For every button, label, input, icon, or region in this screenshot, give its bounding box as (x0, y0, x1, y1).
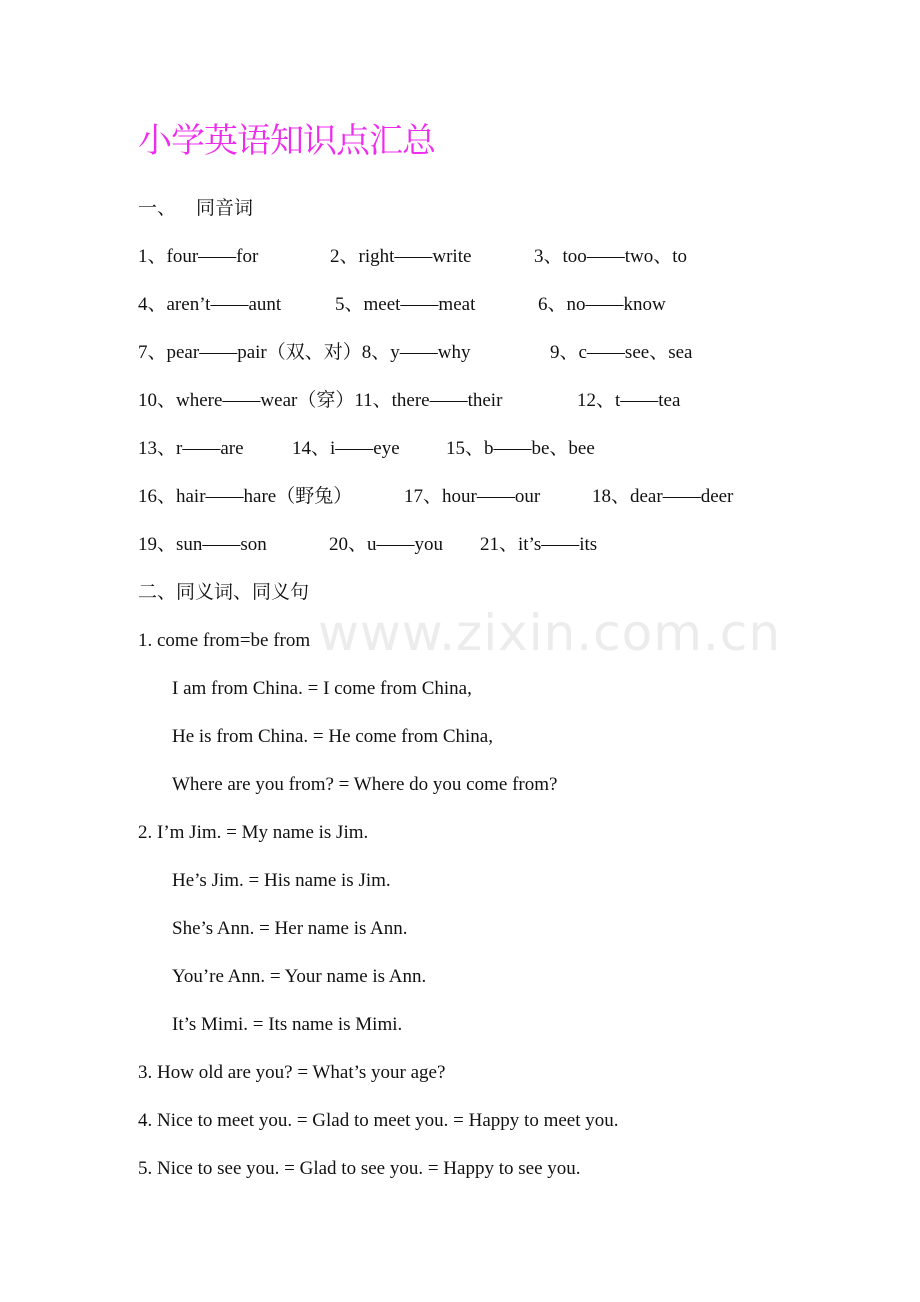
synonym-line: It’s Mimi. = Its name is Mimi. (172, 1014, 403, 1035)
homophone-item: 18、dear——deer (592, 486, 734, 507)
homophone-item: 19、sun——son (138, 534, 267, 555)
synonym-line: 2. I’m Jim. = My name is Jim. (138, 822, 369, 843)
homophone-item: 17、hour——our (404, 486, 541, 507)
homophone-item: 16、hair——hare（野兔） (138, 486, 353, 507)
homophone-item: 20、u——you (329, 534, 444, 555)
homophone-item: 4、aren’t——aunt (138, 294, 282, 315)
synonym-line: He’s Jim. = His name is Jim. (172, 870, 391, 891)
synonym-line: You’re Ann. = Your name is Ann. (172, 966, 427, 987)
homophone-item: 5、meet——meat (335, 294, 476, 315)
homophone-item: 13、r——are (138, 438, 244, 459)
synonym-line: 3. How old are you? = What’s your age? (138, 1062, 446, 1083)
homophone-item: 12、t——tea (577, 390, 681, 411)
homophone-item: 1、four——for (138, 246, 259, 267)
synonym-line: Where are you from? = Where do you come from? (172, 774, 558, 795)
homophone-item: 21、it’s——its (480, 534, 598, 555)
homophone-item: 14、i——eye (292, 438, 400, 459)
homophone-item: 10、where——wear（穿）11、there——their (138, 390, 503, 411)
homophone-item: 7、pear——pair（双、对）8、y——why (138, 342, 471, 363)
synonym-line: 4. Nice to meet you. = Glad to meet you. = Happy to meet you. (138, 1110, 619, 1131)
synonym-line: He is from China. = He come from China, (172, 726, 493, 747)
section2-heading: 二、同义词、同义句 (138, 582, 310, 603)
synonym-line: I am from China. = I come from China, (172, 678, 472, 699)
watermark: www.zixin.com.cn (318, 604, 782, 662)
homophone-item: 15、b——be、bee (446, 438, 595, 459)
section1-heading-text: 同音词 (196, 198, 254, 219)
homophone-item: 6、no——know (538, 294, 666, 315)
homophone-item: 9、c——see、sea (550, 342, 693, 363)
homophone-item: 2、right——write (330, 246, 472, 267)
synonym-line: 1. come from=be from (138, 630, 311, 651)
section1-heading-number: 一、 (138, 198, 177, 219)
document-title: 小学英语知识点汇总 (138, 121, 435, 161)
homophone-item: 3、too——two、to (534, 246, 688, 267)
synonym-line: She’s Ann. = Her name is Ann. (172, 918, 408, 939)
synonym-line: 5. Nice to see you. = Glad to see you. = Happy to see you. (138, 1158, 581, 1179)
